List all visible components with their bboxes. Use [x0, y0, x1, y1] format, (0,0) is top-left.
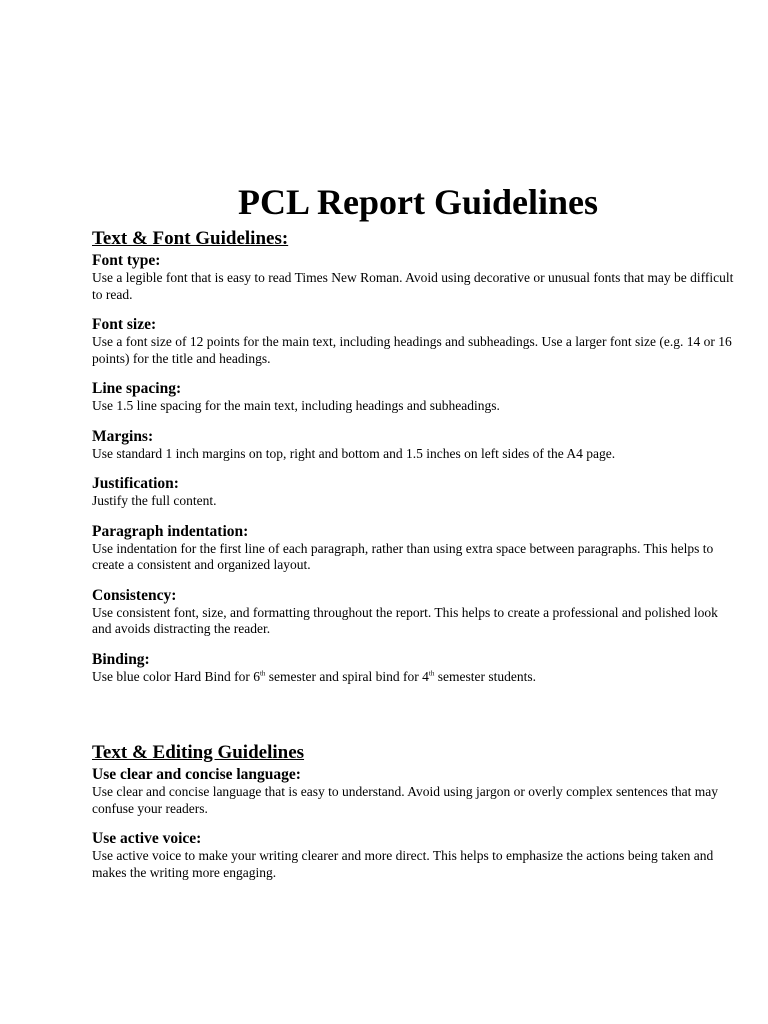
section-spacer [92, 698, 734, 742]
guideline-body: Justify the full content. [92, 493, 217, 508]
binding-text-part: semester and spiral bind for 4 [265, 668, 429, 684]
guideline-justification [92, 475, 734, 510]
guideline-margins [92, 428, 734, 463]
guideline-heading: Justification: [92, 475, 179, 492]
guideline-body: Use standard 1 inch margins on top, right and bottom and 1.5 inches on left sides of the A4 page. [92, 445, 616, 461]
guideline-body: Use a legible font that is easy to read Times New Roman. Avoid using decorative or unusual fonts that may be difficult to read. [92, 270, 734, 302]
section-heading: Text & Font Guidelines: [92, 228, 289, 249]
guideline-heading: Consistency: [92, 586, 177, 604]
section-text-editing [92, 742, 734, 881]
guideline-body: Use 1.5 line spacing for the main text, including headings and subheadings. [92, 398, 500, 413]
guideline-consistency [92, 587, 734, 638]
guideline-heading: Font type: [92, 252, 161, 269]
section-text-font [92, 228, 734, 685]
binding-text-part: semester students. [434, 668, 536, 684]
guideline-binding [92, 651, 734, 686]
guideline-active-voice [92, 830, 734, 881]
guideline-heading: Binding: [92, 650, 150, 668]
guideline-body: Use active voice to make your writing clearer and more direct. This helps to emphasize the actions being taken and makes the writing more engaging. [92, 848, 714, 880]
guideline-body: Use a font size of 12 points for the main text, including headings and subheadings. Use a larger font size (e.g. 14 or 16 points) for the title and headings. [92, 334, 732, 366]
ordinal-suffix: th [428, 669, 435, 677]
guideline-body: Use indentation for the first line of each paragraph, rather than using extra space between paragraphs. This helps to create a consistent and organized layout. [92, 540, 714, 572]
ordinal-suffix: th [259, 669, 266, 677]
guideline-body: Use clear and concise language that is easy to understand. Avoid using jargon or overly complex sentences that may confuse your readers. [92, 784, 718, 816]
guideline-font-size [92, 316, 734, 367]
binding-text-part: Use blue color Hard Bind for 6 [92, 668, 260, 684]
guideline-heading: Margins: [92, 427, 154, 445]
guideline-heading: Line spacing: [92, 380, 182, 397]
guideline-heading: Use clear and concise language: [92, 766, 301, 783]
guideline-body [92, 669, 734, 686]
document-title: PCL Report Guidelines [237, 182, 599, 222]
guideline-heading: Use active voice: [92, 830, 202, 847]
guideline-font-type [92, 252, 734, 303]
section-heading: Text & Editing Guidelines [92, 742, 305, 763]
document-page [92, 180, 734, 894]
guideline-line-spacing [92, 380, 734, 415]
guideline-paragraph-indentation [92, 523, 734, 574]
guideline-clear-language [92, 766, 734, 817]
guideline-heading: Paragraph indentation: [92, 522, 249, 540]
guideline-body: Use consistent font, size, and formatting throughout the report. This helps to create a professional and polished look and avoids distracting the reader. [92, 604, 718, 636]
guideline-heading: Font size: [92, 316, 157, 333]
